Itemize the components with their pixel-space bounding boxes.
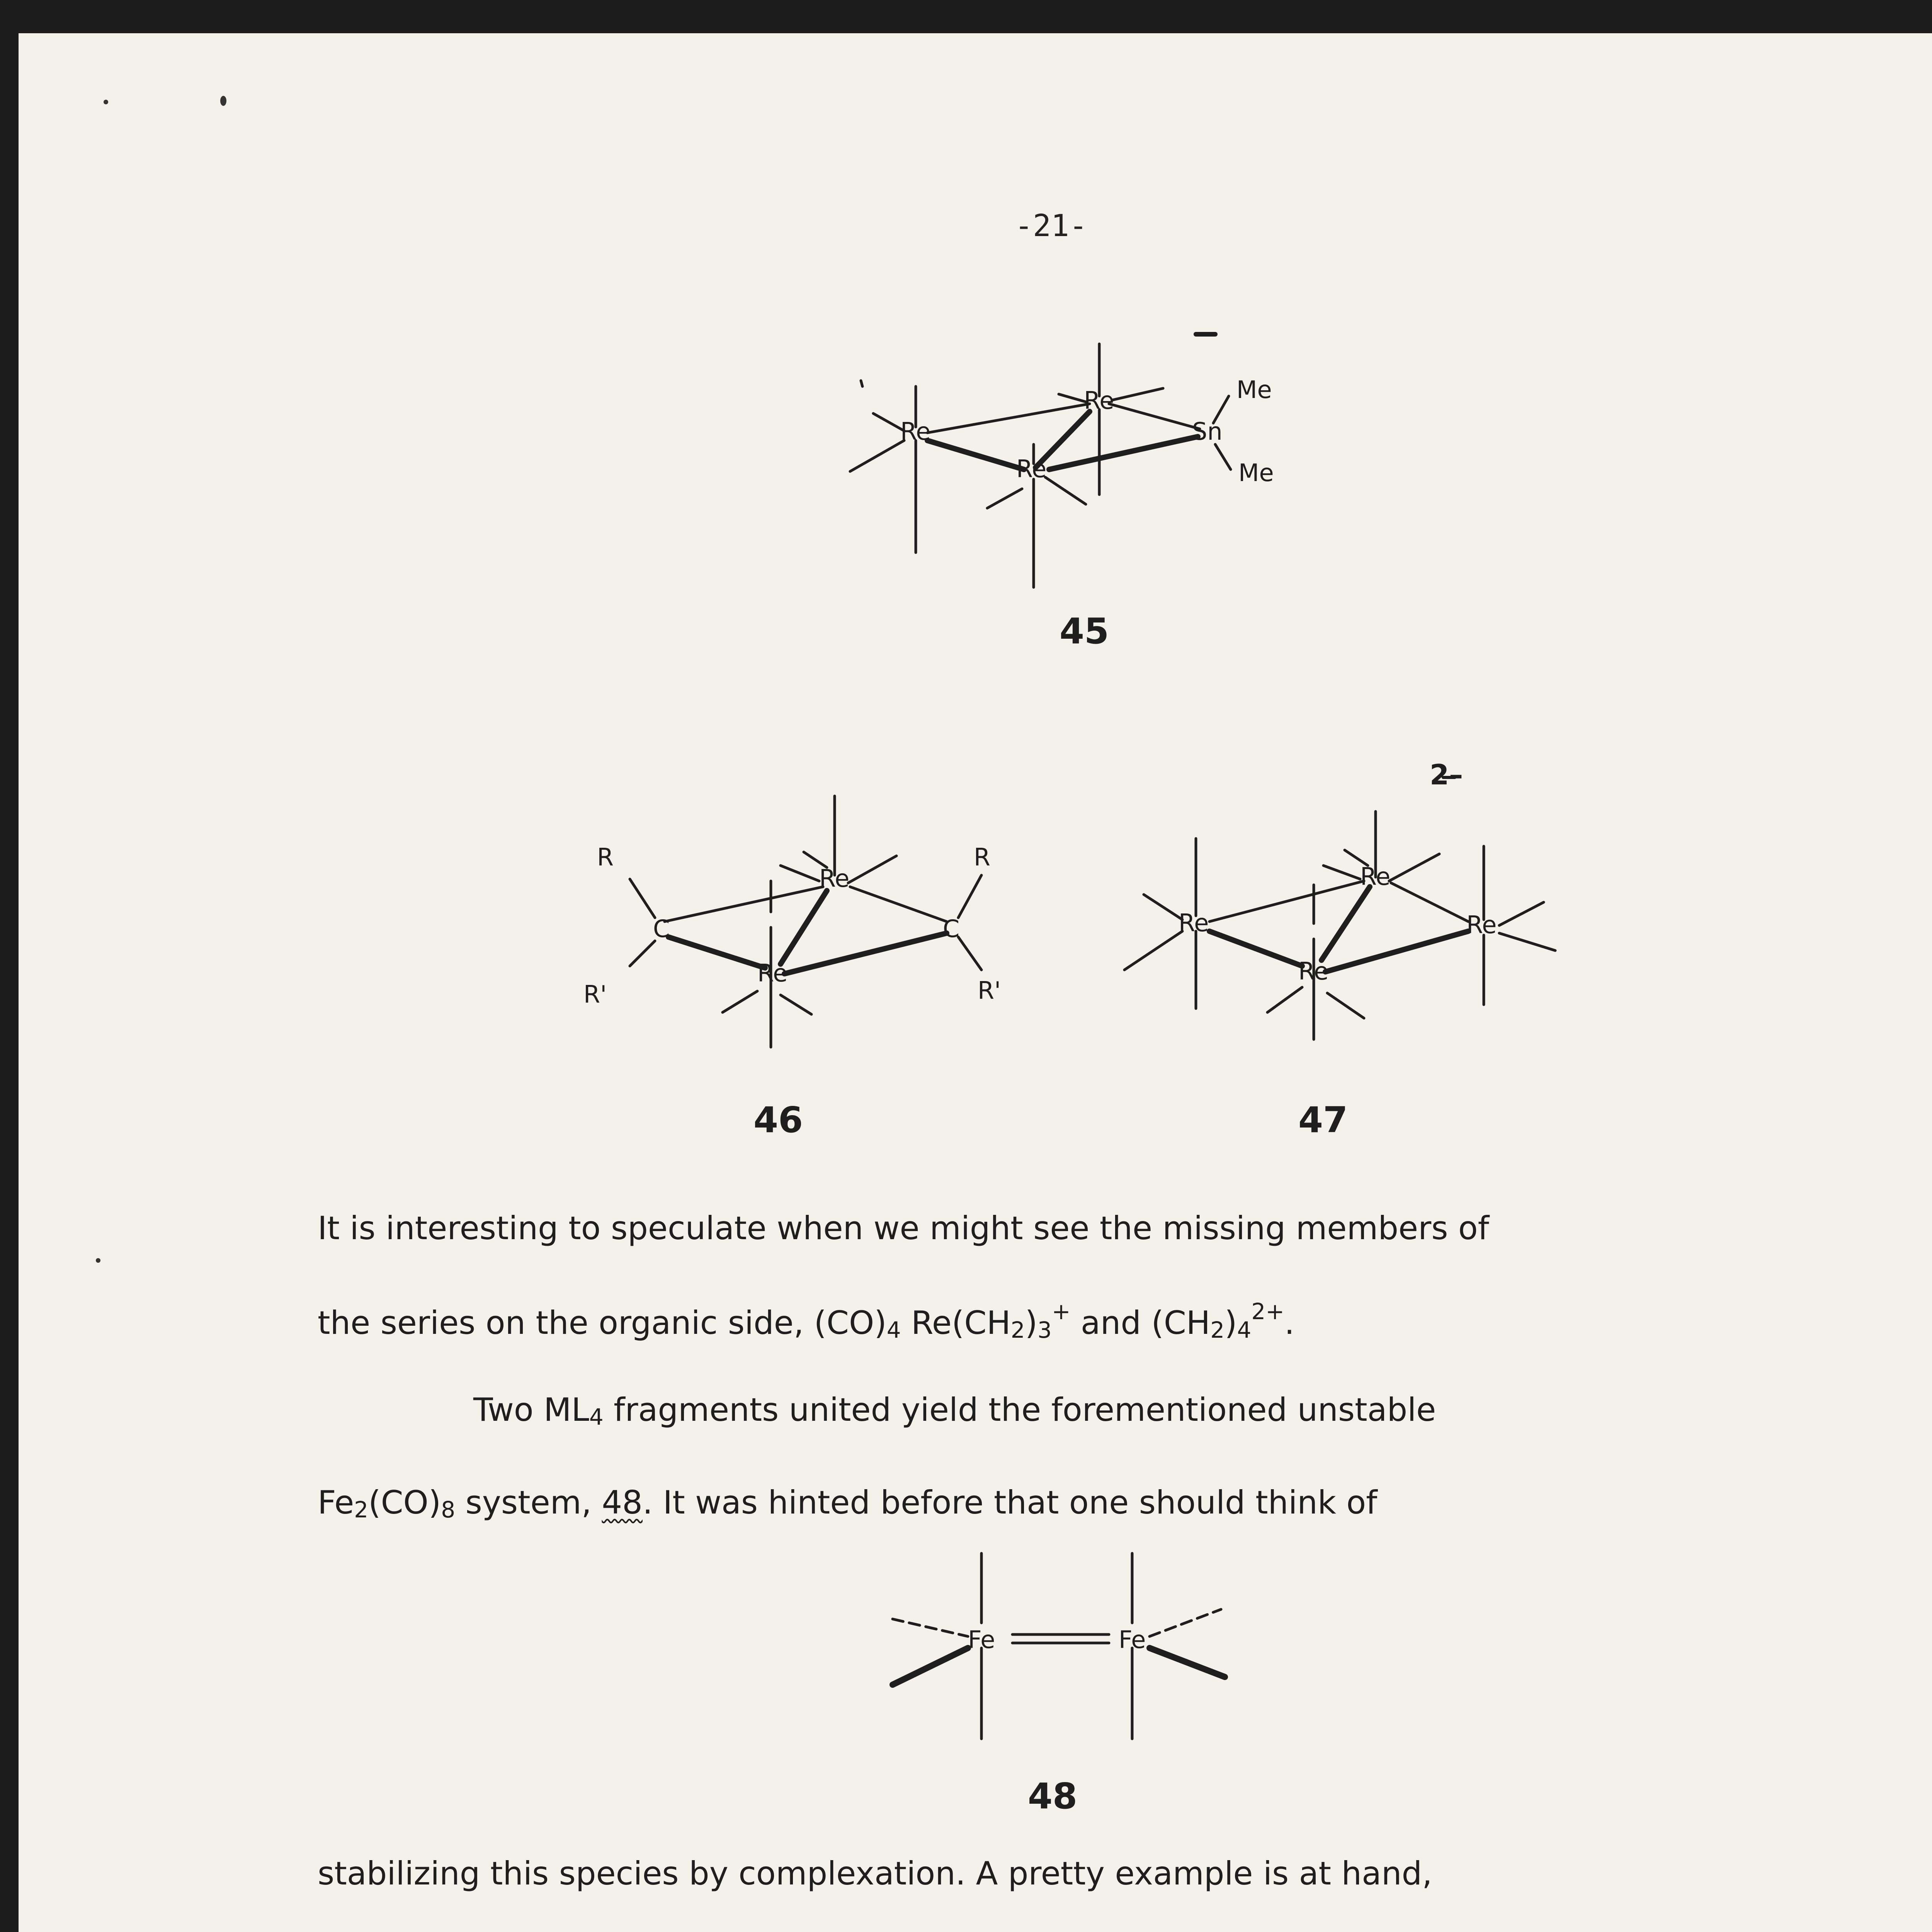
- charge-label: 2–: [1430, 759, 1463, 791]
- atom-re: Re: [1016, 455, 1047, 483]
- page-speck: [220, 96, 226, 106]
- superscript: +: [1051, 1298, 1071, 1325]
- atom-c: C: [653, 915, 670, 943]
- text-segment: Fe: [318, 1484, 354, 1521]
- structure-47: [1113, 750, 1592, 1144]
- subscript: 2: [1210, 1317, 1225, 1343]
- atom-re: Re: [757, 959, 788, 987]
- compound-number: 46: [753, 1099, 803, 1141]
- subscript: 4: [589, 1404, 604, 1430]
- compound-number: 45: [1060, 611, 1109, 652]
- text-segment: the series on the organic side, (CO): [318, 1304, 887, 1342]
- text-segment: Re(CH: [901, 1304, 1011, 1342]
- atom-me: Me: [1236, 376, 1272, 404]
- subscript: 2: [1010, 1317, 1025, 1343]
- superscript: 2+: [1251, 1298, 1284, 1325]
- text-segment: Two ML: [473, 1391, 589, 1429]
- text-segment: system,: [455, 1484, 602, 1521]
- text-segment: ): [1225, 1304, 1237, 1342]
- atom-fe: Fe: [1119, 1626, 1146, 1654]
- compound-number: 47: [1298, 1099, 1348, 1141]
- text-segment: fragments united yield the forementioned unstable: [603, 1391, 1436, 1429]
- subscript: 4: [1237, 1317, 1252, 1343]
- atom-fe: Fe: [968, 1626, 995, 1654]
- atom-re: Re: [1179, 909, 1209, 937]
- structure-47-diagram: [1113, 750, 1592, 1144]
- compound-number: 48: [1028, 1776, 1078, 1817]
- text-segment: (CO): [368, 1484, 441, 1521]
- paragraph-line: [473, 1391, 1436, 1430]
- atom-re: Re: [1084, 386, 1114, 415]
- subscript: 2: [354, 1497, 369, 1523]
- atom-re: Re: [819, 864, 850, 893]
- text-segment: ): [1025, 1304, 1038, 1342]
- text-segment: .: [1284, 1304, 1295, 1342]
- atom-re: Re: [1360, 862, 1391, 891]
- atom-re: Re: [900, 417, 931, 446]
- structure-46-diagram: [572, 788, 1059, 1144]
- atom-re: Re: [1298, 957, 1329, 985]
- structure-48-diagram: [873, 1538, 1244, 1832]
- page-number: -21-: [1015, 209, 1087, 243]
- text-segment: . It was hinted before that one should think of: [642, 1484, 1378, 1521]
- atom-r: R: [597, 843, 614, 871]
- subscript: 8: [441, 1497, 456, 1523]
- atom-me: Me: [1238, 459, 1274, 487]
- atom-c: C: [943, 915, 960, 943]
- text-segment: stabilizing this species by complexation. A pretty example is at hand,: [318, 1855, 1432, 1892]
- subscript: 3: [1037, 1317, 1052, 1343]
- atom-r-prime: R': [583, 980, 607, 1009]
- compound-reference: 48: [602, 1484, 643, 1521]
- structure-45: [835, 317, 1298, 665]
- paragraph-line: [318, 1855, 1432, 1892]
- structure-45-diagram: [835, 317, 1298, 665]
- atom-r-prime: R': [978, 976, 1001, 1005]
- atom-r: R: [974, 843, 991, 871]
- paragraph-line: [318, 1209, 1489, 1247]
- structure-46: [572, 788, 1059, 1144]
- subscript: 4: [886, 1317, 901, 1343]
- page-speck: [96, 1258, 100, 1263]
- text-segment: It is interesting to speculate when we might see the missing members of: [318, 1209, 1489, 1247]
- text-segment: and (CH: [1070, 1304, 1211, 1342]
- atom-sn: Sn: [1192, 417, 1223, 446]
- structure-48: [873, 1538, 1244, 1832]
- paragraph-line: [318, 1484, 1377, 1523]
- page-speck: [104, 100, 108, 104]
- atom-re: Re: [1466, 911, 1497, 939]
- paragraph-line: [318, 1298, 1294, 1343]
